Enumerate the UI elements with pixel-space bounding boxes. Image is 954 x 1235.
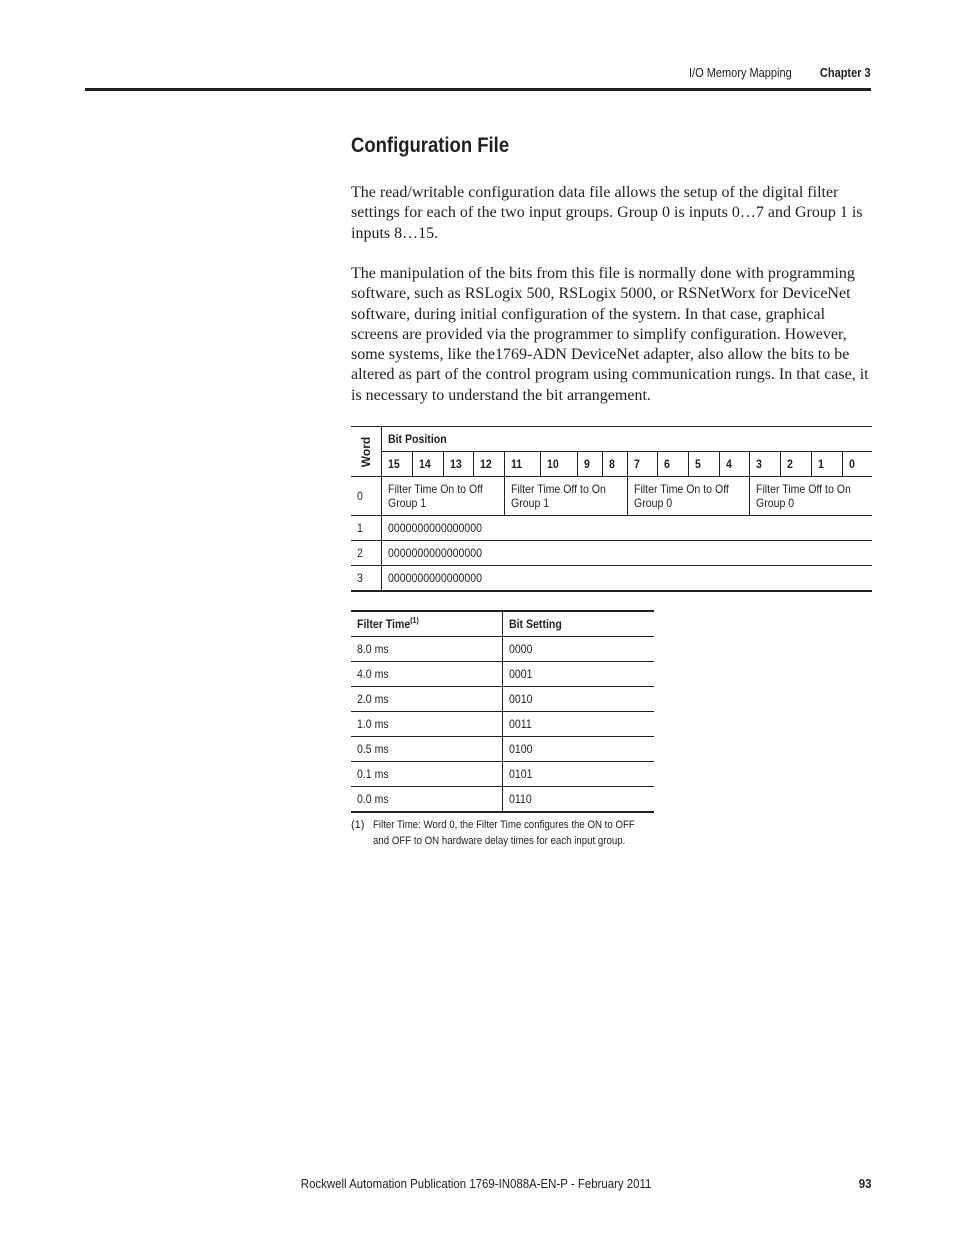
bit-number-cell: 8 bbox=[602, 452, 627, 477]
table-row bbox=[351, 637, 654, 662]
bit-setting-header: Bit Setting bbox=[503, 611, 655, 637]
group-setting-cell: Filter Time Off to On Group 0 bbox=[750, 477, 872, 516]
word-2-row bbox=[351, 541, 872, 566]
bit-number-cell: 4 bbox=[719, 452, 750, 477]
group-setting-cell: Filter Time Off to On Group 1 bbox=[505, 477, 628, 516]
bit-position-header: Bit Position bbox=[382, 427, 872, 452]
bit-number-cell: 9 bbox=[577, 452, 602, 477]
word-value-cell: 0000000000000000 bbox=[382, 516, 872, 541]
table-row bbox=[351, 712, 654, 737]
publication-info: Rockwell Automation Publication 1769-IN088A-EN-P - February 2011 bbox=[300, 1176, 651, 1191]
footnote-text: Filter Time: Word 0, the Filter Time configures the ON to OFF and OFF to ON hardware delay times for each input group. bbox=[373, 819, 635, 847]
bit-number-cell: 0 bbox=[842, 452, 872, 477]
bit-number-cell: 15 bbox=[382, 452, 413, 477]
filter-time-table bbox=[351, 610, 654, 813]
bit-setting-cell: 0010 bbox=[503, 687, 655, 712]
bit-setting-cell: 0110 bbox=[503, 787, 655, 813]
page-number: 93 bbox=[858, 1176, 871, 1191]
bit-setting-cell: 0000 bbox=[503, 637, 655, 662]
body-paragraph-2: The manipulation of the bits from this file is normally done with programming software, such as RSLogix 500, RSLogix 5000, or RSNetWorx for DeviceNet software, during initial configuration of the system. In that case, graphical screens are provided via the programmer to simplify configuration. However, some systems, like the1769-ADN DeviceNet adapter, also allow the bits to be altered as part of the control program using communication rungs. In that case, it is necessary to understand the bit arrangement. bbox=[351, 265, 869, 404]
bit-setting-cell: 0101 bbox=[503, 762, 655, 787]
word-number-cell: 0 bbox=[351, 477, 382, 516]
filter-table-header-row bbox=[351, 611, 654, 637]
header-divider bbox=[85, 88, 871, 91]
filter-time-cell: 0.1 ms bbox=[351, 762, 503, 787]
bit-number-cell: 11 bbox=[505, 452, 541, 477]
bit-number-cell: 10 bbox=[540, 452, 577, 477]
filter-time-cell: 0.0 ms bbox=[351, 787, 503, 813]
filter-time-cell: 1.0 ms bbox=[351, 712, 503, 737]
table-row bbox=[351, 662, 654, 687]
bit-table-header-row bbox=[351, 427, 872, 452]
table-row bbox=[351, 787, 654, 813]
header-section-title: I/O Memory Mapping bbox=[689, 66, 792, 80]
footnote-mark: (1) bbox=[351, 819, 365, 831]
table-row bbox=[351, 762, 654, 787]
bit-number-cell: 3 bbox=[750, 452, 781, 477]
word-value-cell: 0000000000000000 bbox=[382, 541, 872, 566]
configuration-bit-table bbox=[351, 426, 872, 592]
section-title: Configuration File bbox=[351, 134, 510, 157]
word-number-cell: 3 bbox=[351, 566, 382, 592]
filter-time-cell: 8.0 ms bbox=[351, 637, 503, 662]
header-chapter-label: Chapter 3 bbox=[820, 66, 871, 80]
filter-time-cell: 2.0 ms bbox=[351, 687, 503, 712]
filter-time-cell: 0.5 ms bbox=[351, 737, 503, 762]
filter-time-header: Filter Time$^{(1)}$ bbox=[351, 611, 503, 637]
bit-number-cell: 13 bbox=[443, 452, 474, 477]
word-0-row bbox=[351, 477, 872, 516]
word-number-cell: 1 bbox=[351, 516, 382, 541]
bit-number-cell: 5 bbox=[689, 452, 720, 477]
running-header bbox=[85, 66, 871, 82]
word-3-row bbox=[351, 566, 872, 592]
group-setting-cell: Filter Time On to Off Group 0 bbox=[627, 477, 750, 516]
body-paragraph-1: The read/writable configuration data file allows the setup of the digital filter settings for each of the two input groups. Group 0 is inputs 0…7 and Group 1 is inputs 8…15. bbox=[351, 184, 863, 242]
table-row bbox=[351, 737, 654, 762]
bit-number-cell: 7 bbox=[627, 452, 658, 477]
group-setting-cell: Filter Time On to Off Group 1 bbox=[382, 477, 505, 516]
bit-setting-cell: 0011 bbox=[503, 712, 655, 737]
word-1-row bbox=[351, 516, 872, 541]
word-number-cell: 2 bbox=[351, 541, 382, 566]
filter-time-cell: 4.0 ms bbox=[351, 662, 503, 687]
bit-number-cell: 14 bbox=[413, 452, 444, 477]
word-value-cell: 0000000000000000 bbox=[382, 566, 872, 592]
word-column-header: Word bbox=[351, 427, 382, 477]
bit-number-cell: 2 bbox=[781, 452, 812, 477]
bit-number-cell: 1 bbox=[811, 452, 842, 477]
bit-setting-cell: 0001 bbox=[503, 662, 655, 687]
bit-setting-cell: 0100 bbox=[503, 737, 655, 762]
bit-number-cell: 6 bbox=[658, 452, 689, 477]
bit-numbers-row bbox=[351, 452, 872, 477]
footnote-ref: (1) bbox=[410, 616, 419, 625]
bit-number-cell: 12 bbox=[474, 452, 505, 477]
page-footer bbox=[85, 1176, 871, 1192]
table-row bbox=[351, 687, 654, 712]
